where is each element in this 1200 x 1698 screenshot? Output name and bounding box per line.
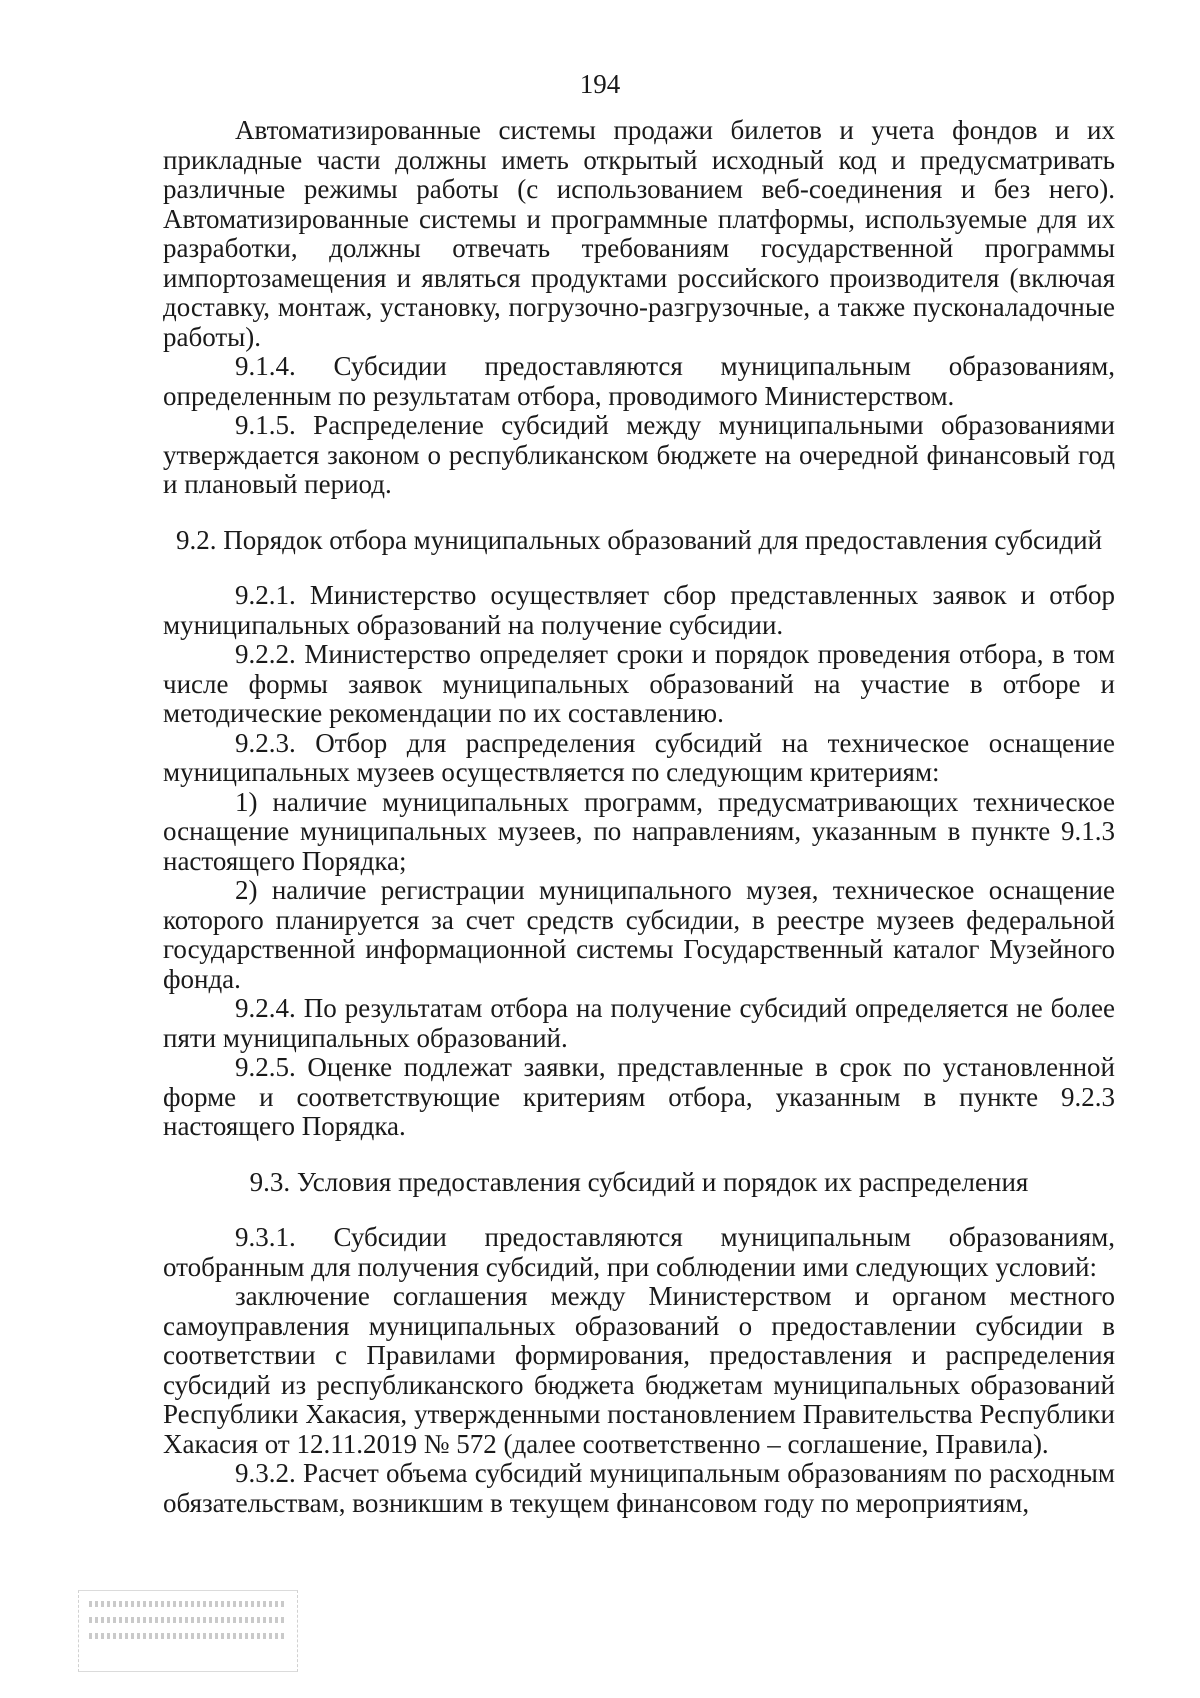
section-heading: 9.2. Порядок отбора муниципальных образований для предоставления субсидий [175,524,1103,555]
paragraph: 9.2.5. Оценке подлежат заявки, представленные в срок по установленной форме и соответствующие критериям отбора, указанным в пункте 9.2.3 настоящего Порядка. [163,1052,1115,1141]
faded-stamp [78,1590,298,1672]
paragraph: 9.2.4. По результатам отбора на получение субсидий определяется не более пяти муниципальных образований. [163,993,1115,1053]
list-item: 1) наличие муниципальных программ, предусматривающих техническое оснащение муниципальных музеев, по направлениям, указанным в пункте 9.1.3 настоящего Порядка; [163,786,1115,876]
stamp-line [89,1601,287,1607]
paragraph: 9.1.5. Распределение субсидий между муниципальными образованиями утверждается законом о республиканском бюджете на очередной финансовый год и плановый период. [163,410,1115,499]
stamp-line [89,1617,287,1623]
paragraph: 9.2.2. Министерство определяет сроки и порядок проведения отбора, в том числе формы заявок муниципальных образований на участие в отборе и методические рекомендации по их составлению. [163,639,1115,728]
paragraph: 9.3.1. Субсидии предоставляются муниципальным образованиям, отобранным для получения субсидий, при соблюдении ими следующих условий: [163,1222,1115,1282]
paragraph: 9.2.3. Отбор для распределения субсидий на техническое оснащение муниципальных музеев осуществляется по следующим критериям: [163,727,1115,787]
paragraph: заключение соглашения между Министерством и органом местного самоуправления муниципальных образований о предоставлении субсидии в соответствии с Правилами формирования, предоставления и распределения субсидий из республиканского бюджета бюджетам муниципальных образований Республики Хакасия, утвержденными постановлением Правительства Республики Хакасия от 12.11.2019 № 572 (далее соответственно – соглашение, Правила). [163,1281,1115,1459]
paragraph: 9.1.4. Субсидии предоставляются муниципальным образованиям, определенным по результатам отбора, проводимого Министерством. [163,351,1115,411]
paragraph: 9.2.1. Министерство осуществляет сбор представленных заявок и отбор муниципальных образований на получение субсидии. [163,580,1115,640]
paragraph: Автоматизированные системы продажи билетов и учета фондов и их прикладные части должны иметь открытый исходный код и предусматривать различные режимы работы (с использованием веб-соединения и без него). Автоматизированные системы и программные платформы, используемые для их разработки, должны отвечать требованиям государственной программы импортозамещения и являться продуктами российского производителя (включая доставку, монтаж, установку, погрузочно-разгрузочные, а также пусконаладочные работы). [163,115,1115,352]
stamp-line [89,1633,287,1639]
document-body [163,116,1115,1518]
paragraph: 9.3.2. Расчет объема субсидий муниципальным образованиям по расходным обязательствам, возникшим в текущем финансовом году по мероприятиям, [163,1458,1115,1518]
page-number: 194 [579,69,621,99]
section-heading: 9.3. Условия предоставления субсидий и порядок их распределения [249,1166,1029,1197]
list-item: 2) наличие регистрации муниципального музея, техническое оснащение которого планируется за счет средств субсидии, в реестре музеев федеральной государственной информационной системы Государственный каталог Музейного фонда. [163,875,1115,994]
